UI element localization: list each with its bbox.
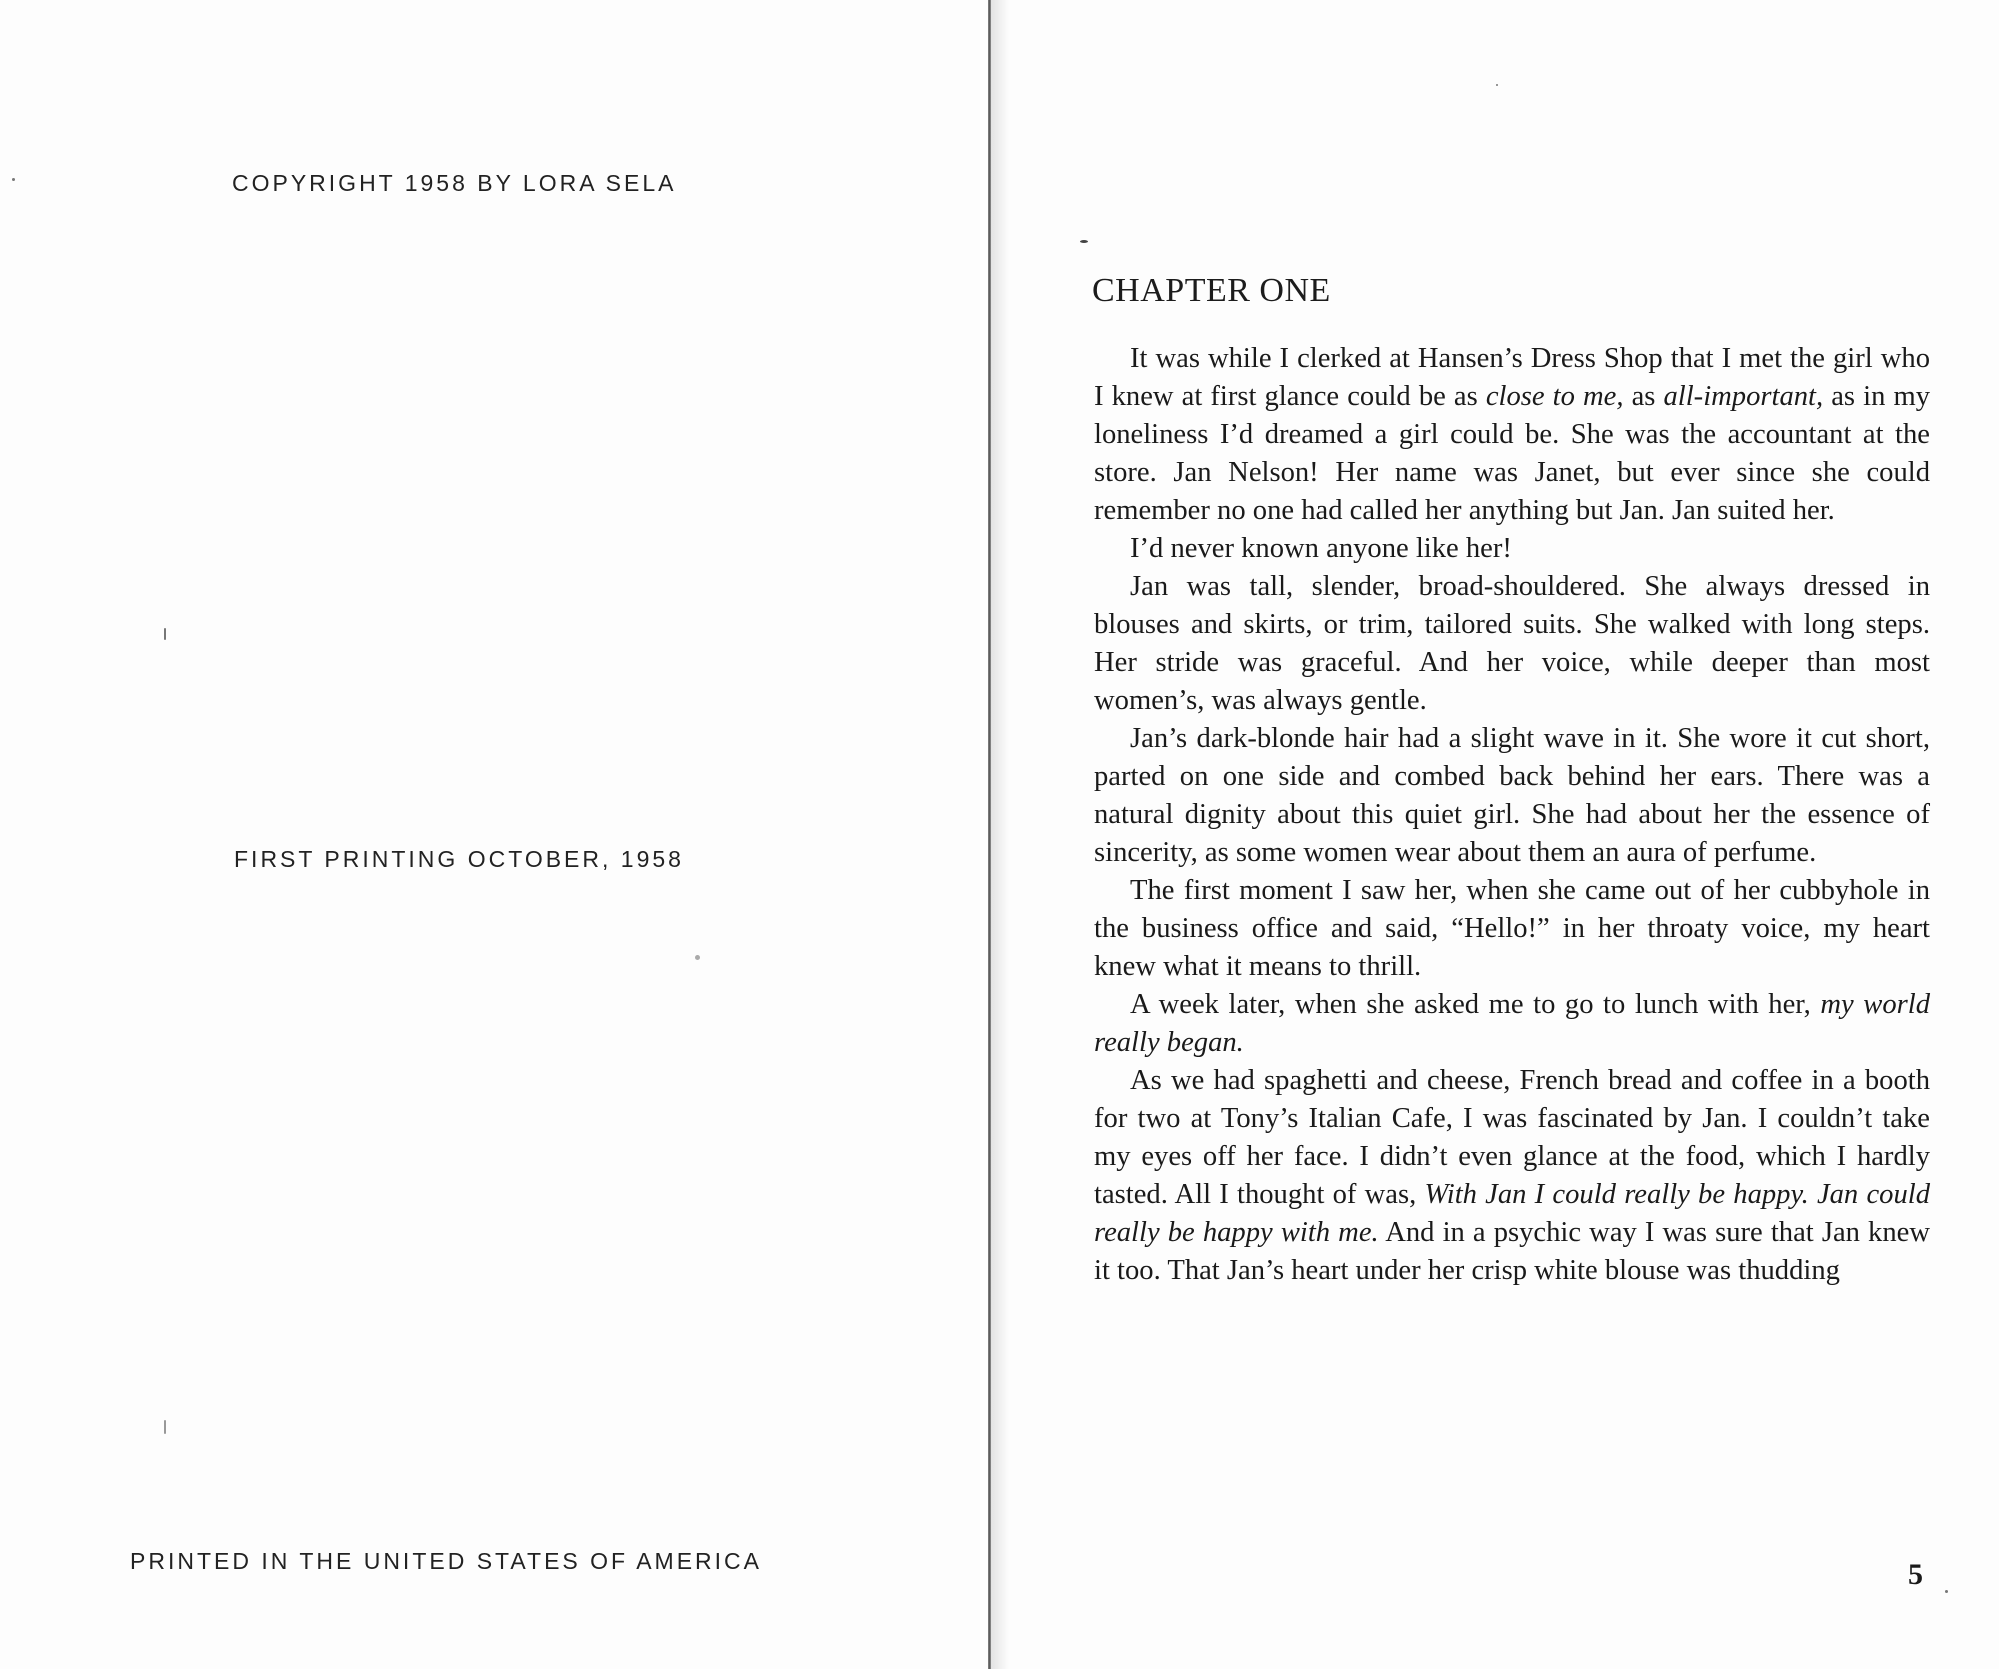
- scan-speck: [695, 955, 700, 960]
- p1-italic-b: all-important,: [1663, 381, 1824, 412]
- paragraph-3: Jan was tall, slender, broad-shouldered. She always dressed in blouses and skirts, or trim, tailored suits. She walked with long steps. Her stride was graceful. And her voice, while deeper than most women’s, was always gentle.: [1094, 571, 1930, 716]
- copyright-line: COPYRIGHT 1958 BY LORA SELA: [232, 170, 677, 196]
- scan-speck: [164, 1420, 166, 1434]
- paragraph-1: [1094, 340, 1930, 530]
- p7-italic: With Jan I could really be happy. Jan could really be happy with me.: [1094, 1179, 1930, 1248]
- paragraph-5: The first moment I saw her, when she came out of her cubbyhole in the business office and said, “Hello!” in her throaty voice, my heart knew what it means to thrill.: [1094, 875, 1930, 982]
- scan-speck: [1080, 240, 1088, 243]
- scan-speck: [1496, 84, 1498, 86]
- paragraph-4: Jan’s dark-blonde hair had a slight wave in it. She wore it cut short, parted on one side and combed back behind her ears. There was a natural dignity about this quiet girl. She had about her the essence of sincerity, as some women wear about them an aura of perfume.: [1094, 723, 1930, 868]
- p1-text-c: as in my loneliness I’d dreamed a girl could be. She was the accountant at the store. Jan Nelson! Her name was Janet, but ever since she could remember no one had called her anything but Jan. Jan suited her.: [1094, 381, 1931, 526]
- p7-text-a: As we had spaghetti and cheese, French bread and coffee in a booth for two at Tony’s Italian Cafe, I was fascinated by Jan. I couldn’t take my eyes off her face. I didn’t even glance at the food, which I hardly tasted. All I thought of was,: [1094, 1065, 1930, 1210]
- p7-text-b: And in a psychic way I was sure that Jan knew it too. That Jan’s heart under her crisp white blouse was thudding: [1094, 1217, 1930, 1286]
- chapter-title: CHAPTER ONE: [1092, 272, 1331, 309]
- p6-text: A week later, when she asked me to go to lunch with her,: [1130, 989, 1821, 1020]
- page-number: 5: [1908, 1558, 1923, 1591]
- scan-speck: [1945, 1590, 1948, 1593]
- p6-italic: my world really began.: [1094, 989, 1930, 1058]
- printed-in-line: PRINTED IN THE UNITED STATES OF AMERICA: [130, 1548, 762, 1574]
- p1-text-a: It was while I clerked at Hansen’s Dress Shop that I met the girl who I knew at first glance could be as: [1094, 343, 1930, 412]
- p1-italic-a: close to me,: [1485, 381, 1624, 412]
- gutter-shadow: [991, 0, 1009, 1669]
- paragraph-6: [1094, 986, 1930, 1062]
- chapter-body: [1094, 340, 1930, 1290]
- paragraph-7: [1094, 1062, 1930, 1290]
- scan-speck: [164, 628, 166, 640]
- first-printing-line: FIRST PRINTING OCTOBER, 1958: [234, 846, 684, 872]
- p1-text-b: as: [1623, 381, 1664, 412]
- paragraph-2: I’d never known anyone like her!: [1130, 533, 1512, 564]
- scan-speck: [12, 178, 15, 181]
